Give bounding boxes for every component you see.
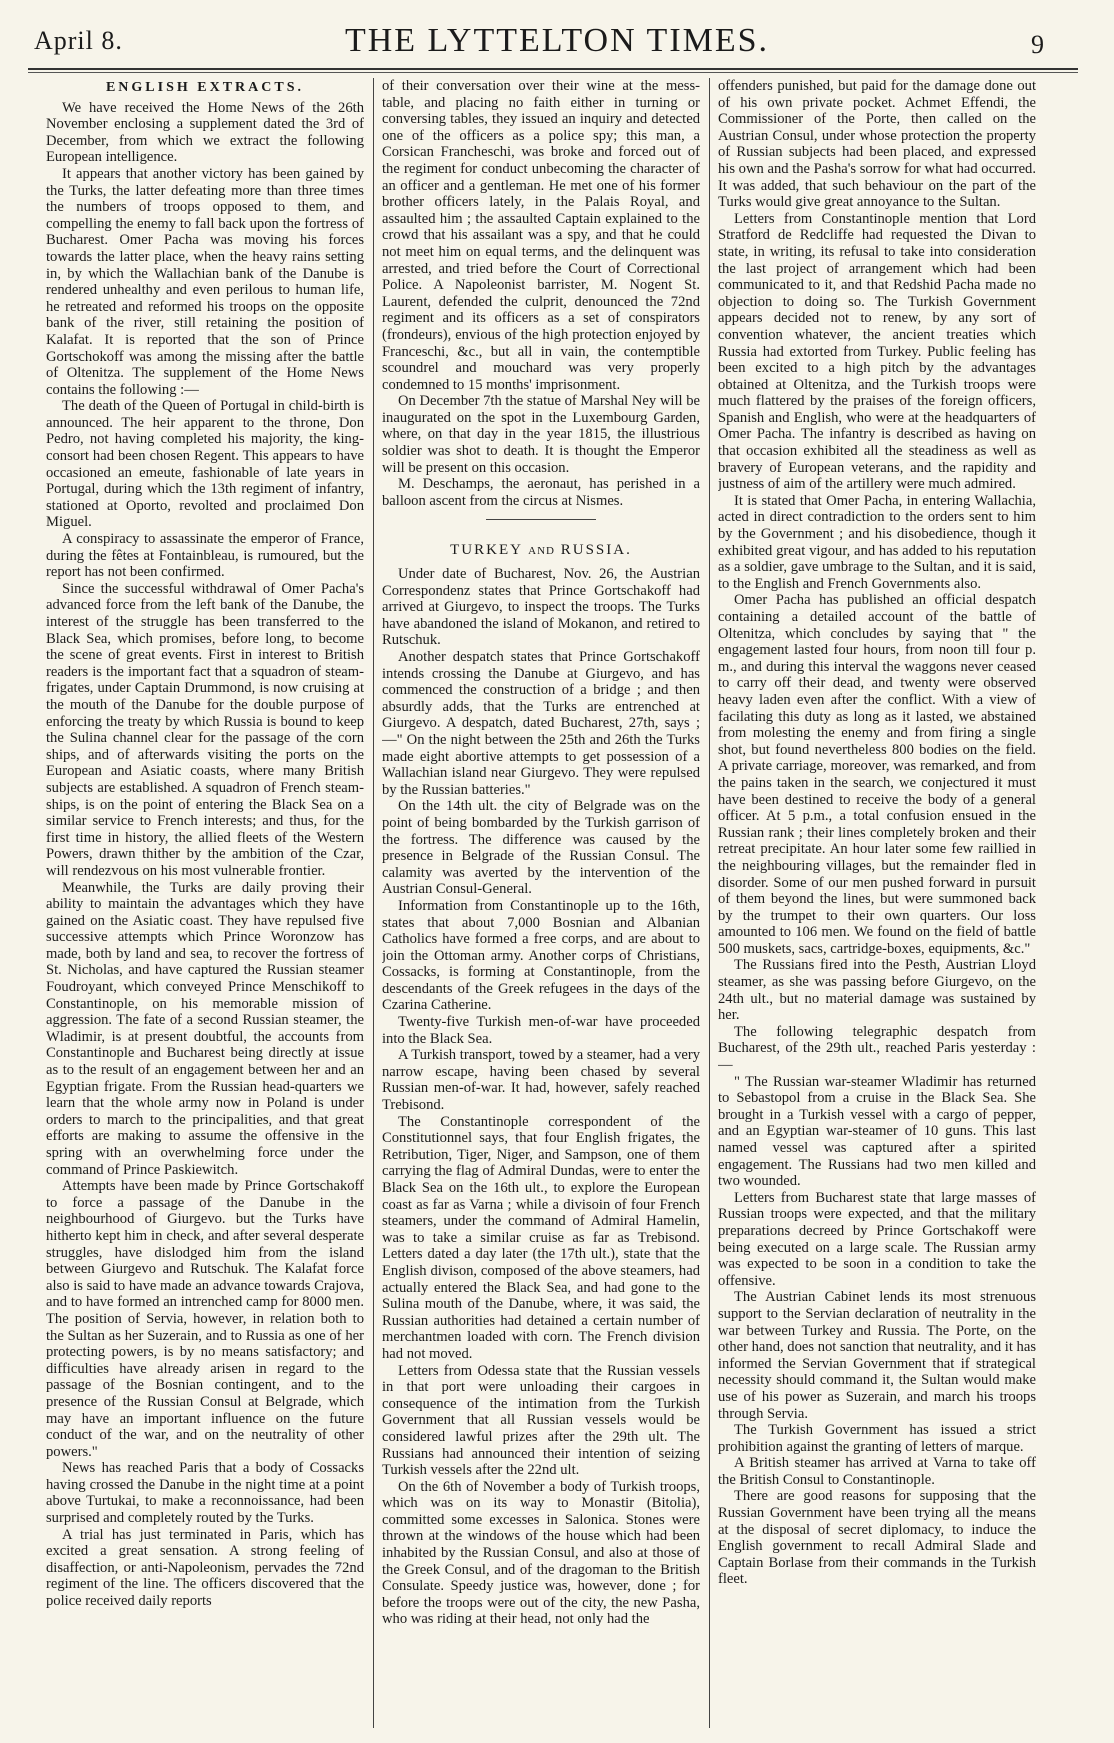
paragraph: Letters from Bucharest state that large masses of Russian troops were expected, and that the military preparations decreed by Prince Gortschakoff were being executed on a large scale. The Russian army was expected to be soon in a condition to take the offensive. xyxy=(718,1189,1036,1289)
header-rule xyxy=(28,68,1078,70)
paragraph: A conspiracy to assassinate the emperor of France, during the fêtes at Fontainbleau, is rumoured, but the report has not been confirmed. xyxy=(46,531,364,581)
paragraph: There are good reasons for supposing that the Russian Government have been trying all the means at the disposal of secret diplomacy, to induce the English government to recall Admiral Slade and Captain Borlase from their commands in the Turkish fleet. xyxy=(718,1488,1036,1588)
paragraph: The Austrian Cabinet lends its most strenuous support to the Servian declaration of neutrality in the war between Turkey and Russia. The Porte, on the other hand, does not sanction that neutrality, and it has informed the Servian Government that if strategical necessity should command it, the Sultan would make use of his power as Suzerain, and march his troops through Servia. xyxy=(718,1289,1036,1422)
paragraph: A British steamer has arrived at Varna to take off the British Consul to Constantinople. xyxy=(718,1455,1036,1488)
newspaper-title: THE LYTTELTON TIMES. xyxy=(344,22,770,59)
paragraph: Information from Constantinople up to the 16th, states that about 7,000 Bosnian and Albanian Catholics have formed a free corps, and are about to join the Ottoman army. Another corps of Christians, Cossacks, is forming at Constantinople, from the descendants of the Greek refugees in the days of the Czarina Catherine. xyxy=(382,897,700,1014)
paragraph: A Turkish transport, towed by a steamer, had a very narrow escape, having been chased by several Russian men-of-war. It had, however, safely reached Trebisond. xyxy=(382,1047,700,1114)
column-divider xyxy=(709,78,710,1728)
heading-word-russia: RUSSIA. xyxy=(560,542,632,559)
paragraph: It is stated that Omer Pacha, in entering Wallachia, acted in direct contradiction to the orders sent to him by the Government ; and his disobedience, though it exhibited great vigour, and has added to his reputation as a soldier, gave umbrage to the Sultan, and it is said, to the English and French Governments also. xyxy=(718,492,1036,592)
column-2 xyxy=(382,78,700,1728)
paragraph: The Russians fired into the Pesth, Austrian Lloyd steamer, as she was passing before Giurgevo, on the 24th ult., but no material damage was sustained by her. xyxy=(718,957,1036,1024)
paragraph: The Turkish Government has issued a strict prohibition against the granting of letters of marque. xyxy=(718,1422,1036,1455)
paragraph: On the 14th ult. the city of Belgrade was on the point of being bombarded by the Turkish garrison of the fortress. The difference was caused by the presence in Belgrade of the Russian Consul. The calamity was averted by the intervention of the Austrian Consul-General. xyxy=(382,798,700,898)
paragraph: On December 7th the statue of Marshal Ney will be inaugurated on the spot in the Luxembourg Garden, where, on that day in the year 1815, the illustrious soldier was shot to death. It is thought the Emperor will be present on this occasion. xyxy=(382,393,700,476)
paragraph: " The Russian war-steamer Wladimir has returned to Sebastopol from a cruise in the Black Sea. She brought in a Turkish vessel with a cargo of pepper, and an Egyptian war-steamer of 10 guns. This last named vessel was captured after a spirited engagement. The Russians had two men killed and two wounded. xyxy=(718,1073,1036,1190)
paragraph: The Constantinople correspondent of the Constitutionnel says, that four English frigates, the Retribution, Tiger, Niger, and Sampson, one of them carrying the flag of Admiral Dundas, were to enter the Black Sea on the 16th ult., to explore the European coast as far as Varna ; while a divisoin of four French steamers, under the command of Admiral Hamelin, was to take a similar cruise as far as Trebisond. Letters dated a day later (the 17th ult.), state that the English divison, composed of the above steamers, had actually entered the Black Sea, and had gone to the Sulina mouth of the Danube, where, it was said, the Russian authorities had detained a certain number of merchantmen loaded with corn. The French division had not moved. xyxy=(382,1113,700,1362)
paragraph: Omer Pacha has published an official despatch containing a detailed account of the battle of Oltenitza, which concludes by saying that " the engagement lasted four hours, from noon till four p. m., and during this interval the waggons never ceased to carry off their dead, and twenty were observed heavy laden even after the conflict. With a view of facilating this duty as long as it lasted, we abstained from molesting the enemy and from firing a single shot, but found nevertheless 800 bodies on the field. A private carriage, moreover, was remarked, and from the pains taken in the search, we conjectured it must have been destined to receive the body of a general officer. At 5 p.m., a total confusion ensued in the Russian rank ; their lines completely broken and their retreat precipitate. An hour later some few raillied in the neighbouring villages, but the remainder fled in disorder. Some of our men pushed forward in pursuit of them beyond the lines, but were summoned back by the trumpet to their own quarters. Our loss amounted to 106 men. We found on the field of battle 500 muskets, sacs, cartridge-boxes, equipments, &c." xyxy=(718,592,1036,957)
paragraph: We have received the Home News of the 26th November enclosing a supplement dated the 3rd of December, from which we extract the following European intelligence. xyxy=(46,99,364,166)
issue-date: April 8. xyxy=(34,26,123,55)
paragraph: offenders punished, but paid for the damage done out of his own private pocket. Achmet Effendi, the Commissioner of the Porte, then called on the Austrian Consul, under whose protection the property of Russian subjects had been placed, and expressed his own and the Pasha's sorrow for what had occurred. It was added, that such behaviour on the part of the Turks would give great annoyance to the Sultan. xyxy=(718,78,1036,211)
page-number: 9 xyxy=(1031,30,1044,59)
paragraph: The death of the Queen of Portugal in child-birth is announced. The heir apparent to the throne, Don Pedro, not having completed his majority, the king-consort had been chosen Regent. This appears to have occasioned an emeute, fashionable of late years in Portugal, during which the 13th regiment of infantry, stationed at Oporto, revolted and proclaimed Don Miguel. xyxy=(46,398,364,531)
paragraph: The following telegraphic despatch from Bucharest, of the 29th ult., reached Paris yesterday :— xyxy=(718,1023,1036,1074)
paragraph: It appears that another victory has been gained by the Turks, the latter defeating more than three times the numbers of troops opposed to them, and compelling the enemy to fall back upon the fortress of Bucharest. Omer Pacha was moving his forces towards the latter place, when the heavy rains setting in, by which the Wallachian bank of the Danube is rendered unhealthy and even perilous to human life, he retreated and reformed his troops on the opposite bank of the river, still retaining the position of Kalafat. It is reported that the son of Prince Gortschokoff was among the missing after the battle of Oltenitza. The supplement of the Home News contains the following :— xyxy=(46,165,364,398)
header-rule-thin xyxy=(28,72,1078,73)
section-heading-turkey-and-russia xyxy=(382,542,700,560)
heading-word-turkey: TURKEY xyxy=(450,542,523,559)
paragraph: Under date of Bucharest, Nov. 26, the Austrian Correspondenz states that Prince Gortschakoff had arrived at Giurgevo, to inspect the troops. The Turks have abandoned the island of Mokanon, and retired to Rutschuk. xyxy=(382,566,700,649)
paragraph: A trial has just terminated in Paris, which has excited a great sensation. A strong feeling of disaffection, or anti-Napoleonism, pervades the 72nd regiment of the line. The officers discovered that the police received daily reports xyxy=(46,1526,364,1610)
section-separator xyxy=(486,519,596,520)
paragraph: Attempts have been made by Prince Gortschakoff to force a passage of the Danube in the neighbourhood of Giurgevo. but the Turks have hitherto kept him in check, and after several desperate struggles, have dislodged him from the island between Giurgevo and Rutschuk. The Kalafat force also is said to have made an advance towards Crajova, and to have formed an intrenched camp for 8000 men. The position of Servia, however, in relation both to the Sultan as her Suzerain, and to Russia as one of her protecting powers, is by no means satisfactory; and difficulties have already arisen in regard to the passage of the Bosnian contingent, and to the presence of the Russian Consul at Belgrade, which may have an important influence on the future conduct of the war, and on the neutrality of other powers." xyxy=(46,1178,364,1460)
paragraph: On the 6th of November a body of Turkish troops, which was on its way to Monastir (Bitolia), committed some excesses in Salonica. Stones were thrown at the windows of the house which had been inhabited by the Russian Consul, and also at those of the Greek Consul, and of the dragoman to the British Consulate. Speedy justice was, however, done ; for before the troops were out of the city, the new Pasha, who was riding at their head, not only had the xyxy=(382,1478,700,1628)
paragraph: M. Deschamps, the aeronaut, has perished in a balloon ascent from the circus at Nismes. xyxy=(382,476,700,509)
paragraph: Meanwhile, the Turks are daily proving their ability to maintain the advantages which they have gained on the Asiatic coast. They have repulsed five successive attempts which Prince Woronzow has made, both by land and sea, to recover the fortress of St. Nicholas, and have captured the Russian steamer Foudroyant, which conveyed Prince Menschikoff to Constantinople, on his memorable mission of aggression. The fate of a second Russian steamer, the Wladimir, is at present doubtful, the accounts from Constantinople and Bucharest being directly at issue as to the result of an engagement between her and an Egyptian frigate. From the Russian head-quarters we learn that the whole army now in Poland is under orders to march to the principalities, and that great efforts are making to assume the offensive in the spring with an overwhelming force under the command of Prince Paskiewitch. xyxy=(46,879,364,1178)
column-1 xyxy=(46,78,364,1728)
paragraph: News has reached Paris that a body of Cossacks having crossed the Danube in the night time at a point above Turtukai, to make a reconnoissance, had been surprised and completely routed by the Turks. xyxy=(46,1460,364,1527)
column-divider xyxy=(373,78,374,1728)
paragraph: Letters from Constantinople mention that Lord Stratford de Redcliffe had requested the Divan to state, in writing, its refusal to take into consideration the last project of arrangement which had been communicated to it, and that Redshid Pacha made no objection to doing so. The Turkish Government appears decided not to renew, by any sort of convention whatever, the ancient treaties which Russia had extorted from Turkey. Public feeling has been excited to a high pitch by the advantages obtained at Oltenitza, and the Turkish troops were much flattered by the praises of the foreign officers, Spanish and English, who were at the headquarters of Omer Pacha. The infantry is described as having on that occasion exhibited all the steadiness as well as bravery of European veterans, and the rapidity and justness of aim of the artillery were much admired. xyxy=(718,210,1036,493)
section-heading-english-extracts: ENGLISH EXTRACTS. xyxy=(105,80,305,95)
paragraph: of their conversation over their wine at the mess-table, and placing no faith either in turning or conversing tables, they issued an inquiry and detected one of the officers as a police spy; this man, a Corsican Francheschi, was broke and forced out of the regiment for conduct unbecoming the character of an officer and a gentleman. He met one of his former brother officers lately, in the Palais Royal, and assaulted him ; the assaulted Captain explained to the crowd that his assailant was a spy, and that he could not meet him on equal terms, and the delinquent was arrested, and tried before the Court of Correctional Police. A Napoleonist barrister, M. Nogent St. Laurent, defended the culprit, denounced the 72nd regiment and its officers as a set of conspirators (frondeurs), envious of the high protection enjoyed by Franceschi, &c., but all in vain, the contemptible scoundrel and mouchard was very properly condemned to 15 months' imprisonment. xyxy=(382,78,700,393)
column-3 xyxy=(718,78,1036,1728)
masthead xyxy=(0,0,1114,76)
paragraph: Twenty-five Turkish men-of-war have proceeded into the Black Sea. xyxy=(382,1014,700,1047)
paragraph: Since the successful withdrawal of Omer Pacha's advanced force from the left bank of the Danube, the interest of the struggle has been transferred to the Black Sea, which promises, before long, to become the scene of great events. First in interest to British readers is the important fact that a squadron of steam-frigates, under Captain Drummond, is now cruising at the mouth of the Danube for the double purpose of enforcing the treaty by which Russia is bound to keep the Sulina channel clear for the passage of the corn ships, and of afterwards visiting the ports on the European and Asiatic coasts, where many British subjects are established. A squadron of French steam-ships, is on the point of entering the Black Sea on a similar service to French interests; and thus, for the first time in history, the allied fleets of the Western Powers, drawn thither by the ambition of the Czar, will rendezvous on his most vulnerable frontier. xyxy=(46,580,364,879)
paragraph: Letters from Odessa state that the Russian vessels in that port were unloading their cargoes in consequence of the intimation from the Turkish Government that all Russian vessels would be considered lawful prizes after the 29th ult. The Russians had announced their intention of seizing Turkish vessels after the 22nd ult. xyxy=(382,1362,700,1479)
paragraph: Another despatch states that Prince Gortschakoff intends crossing the Danube at Giurgevo, and has commenced the construction of a bridge ; and then absurdly adds, that the Turks are entrenched at Giurgevo. A despatch, dated Bucharest, 27th, says ;—" On the night between the 25th and 26th the Turks made eight abortive attempts to get possession of a Wallachian island near Giurgevo. They were repulsed by the Russian batteries." xyxy=(382,649,700,798)
heading-word-and: AND xyxy=(528,545,555,558)
